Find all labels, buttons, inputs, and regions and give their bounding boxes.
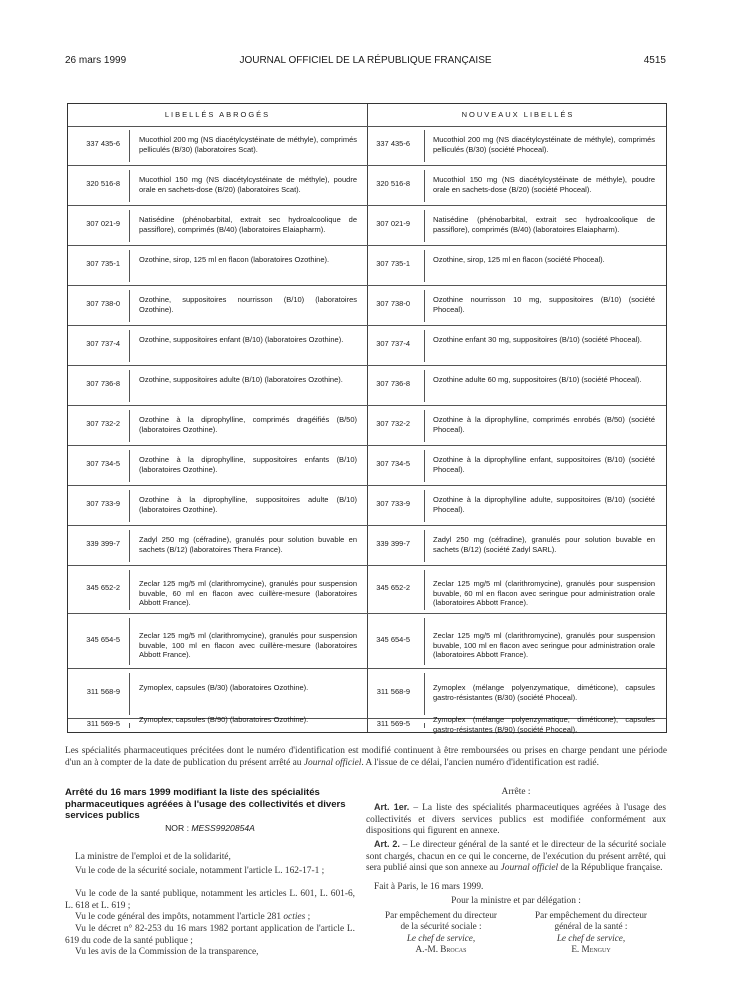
article-1: [366, 802, 666, 838]
cell-divider: [424, 673, 425, 715]
cell-divider: [129, 618, 130, 665]
old-id-number: 307 021-9: [86, 219, 120, 228]
old-id-number: 345 652-2: [86, 583, 120, 592]
article-2-label: Art. 2.: [374, 839, 400, 849]
old-id-number: 307 737-4: [86, 339, 120, 348]
footnote-journal-name: Journal officiel: [303, 758, 362, 768]
visa-code-impots-end: ;: [305, 912, 311, 922]
cell-divider: [424, 290, 425, 322]
old-label: Ozothine, suppositoires nourrisson (B/10) (laboratoires Ozothine).: [139, 295, 357, 314]
table-row: [68, 566, 666, 614]
cell-divider: [129, 723, 130, 728]
cell-divider: [424, 450, 425, 482]
new-label: Ozothine enfant 30 mg, suppositoires (B/10) (société Phoceal).: [433, 335, 642, 344]
cell-divider: [129, 130, 130, 162]
cell-divider: [129, 530, 130, 562]
new-id-number: 307 736-8: [376, 379, 410, 388]
old-id-number: 307 733-9: [86, 499, 120, 508]
journal-title: JOURNAL OFFICIEL DE LA RÉPUBLIQUE FRANÇAISE: [239, 55, 492, 66]
table-row: [68, 614, 666, 669]
new-id-number: 320 516-8: [376, 179, 410, 188]
signature-left-title: Le chef de service,: [406, 932, 476, 943]
old-label: Zymoplex, capsules (B/90) (laboratoires Ozothine).: [139, 715, 309, 724]
arrete-title: Arrêté du 16 mars 1999 modifiant la liste des spécialités pharmaceutiques agréées à l'usage des collectivités et divers services publics: [65, 787, 346, 821]
footnote-text: Les spécialités pharmaceutiques précitées dont le numéro d'identification est modifié continuent à être remboursées ou prises en charge pendant une période d'un an à compter de la date de publication du présent arrêté au: [65, 746, 667, 768]
new-id-number: 337 435-6: [376, 139, 410, 148]
new-id-number: 345 652-2: [376, 583, 410, 592]
table-row: [68, 669, 666, 719]
new-label: Mucothiol 150 mg (NS diacétylcystéinate de méthyle), poudre orale en sachets-dose (B/20) (société Phoceal).: [433, 175, 655, 194]
old-label: Ozothine, suppositoires enfant (B/10) (laboratoires Ozothine).: [139, 335, 344, 344]
article-1-label: Art. 1er.: [374, 802, 410, 812]
running-header: [65, 55, 666, 69]
new-id-number: 345 654-5: [376, 635, 410, 644]
cell-divider: [129, 250, 130, 282]
table-row: [68, 406, 666, 446]
article-2: [366, 839, 666, 875]
old-id-number: 320 516-8: [86, 179, 120, 188]
old-label: Ozothine, suppositoires adulte (B/10) (laboratoires Ozothine).: [139, 375, 343, 384]
old-id-number: 337 435-6: [86, 139, 120, 148]
article-2-text: – Le directeur général de la santé et le directeur de la sécurité sociale sont chargés, chacun en ce qui le concerne, de l'exécution du présent arrêté, qui sera publié ainsi que son annexe au: [366, 840, 666, 874]
delegation-line: Pour la ministre et par délégation :: [451, 896, 581, 906]
visa-code-securite-sociale: Vu le code de la sécurité sociale, notamment l'article L. 162-17-1 ;: [75, 866, 325, 876]
article-2-text-end: de la République française.: [558, 863, 663, 874]
old-label: Ozothine à la diprophylline, suppositoires enfants (B/10) (laboratoires Ozothine).: [139, 455, 357, 474]
table-row: [68, 246, 666, 286]
new-label: Zeclar 125 mg/5 ml (clarithromycine), granulés pour suspension buvable, 60 ml en flacon avec seringue pour administration orale (laboratoires Abbott France).: [433, 579, 655, 608]
new-label: Mucothiol 200 mg (NS diacétylcystéinate de méthyle), comprimés pelliculés (B/30) (société Phoceal).: [433, 135, 655, 154]
cell-divider: [129, 290, 130, 322]
cell-divider: [424, 330, 425, 362]
cell-divider: [424, 618, 425, 665]
new-id-number: 307 732-2: [376, 419, 410, 428]
old-label: Ozothine à la diprophylline, comprimés dragéifiés (B/50) (laboratoires Ozothine).: [139, 415, 357, 434]
page-number: 4515: [643, 55, 666, 66]
new-label: Ozothine adulte 60 mg, suppositoires (B/10) (société Phoceal).: [433, 375, 642, 384]
visa-octies: octies: [283, 912, 306, 922]
table-row: [68, 166, 666, 206]
signature-right-line-1: Par empêchement du directeur: [535, 910, 647, 920]
cell-divider: [129, 410, 130, 442]
cell-divider: [129, 570, 130, 610]
old-id-number: 307 732-2: [86, 419, 120, 428]
new-label: Natisédine (phénobarbital, extrait sec hydroalcoolique de passiflore), comprimés (B/40) (laboratoires Elaiapharm).: [433, 215, 655, 234]
new-id-number: 339 399-7: [376, 539, 410, 548]
table-row: [68, 126, 666, 166]
new-label: Ozothine à la diprophylline adulte, suppositoires (B/10) (société Phoceal).: [433, 495, 655, 514]
cell-divider: [424, 170, 425, 202]
signature-right-line-2: général de la santé :: [554, 921, 628, 932]
cell-divider: [129, 673, 130, 715]
nor-value: MESS9920854A: [191, 823, 255, 833]
new-id-number: 307 735-1: [376, 259, 410, 268]
specialites-table: [67, 103, 667, 733]
new-label: Ozothine nourrisson 10 mg, suppositoires (B/10) (société Phoceal).: [433, 295, 655, 314]
cell-divider: [424, 530, 425, 562]
new-id-number: 311 568-9: [376, 687, 410, 696]
table-row: [68, 715, 666, 734]
old-id-number: 311 568-9: [86, 687, 120, 696]
cell-divider: [424, 410, 425, 442]
signature-left-line-2: de la sécurité sociale :: [400, 921, 482, 932]
cell-divider: [129, 330, 130, 362]
new-id-number: 311 569-5: [376, 719, 410, 728]
cell-divider: [129, 450, 130, 482]
visa-code-impots: [65, 912, 355, 924]
old-label: Ozothine à la diprophylline, suppositoires adulte (B/10) (laboratoires Ozothine).: [139, 495, 357, 514]
cell-divider: [424, 250, 425, 282]
new-id-number: 307 733-9: [376, 499, 410, 508]
old-id-number: 307 735-1: [86, 259, 120, 268]
minister-line: La ministre de l'emploi et de la solidarité,: [75, 852, 231, 862]
old-label: Zeclar 125 mg/5 ml (clarithromycine), granulés pour suspension buvable, 60 ml en flacon avec cuillère-mesure (laboratoires Abbott France).: [139, 579, 357, 608]
new-label: Zadyl 250 mg (céfradine), granulés pour solution buvable en sachets (B/12) (société Zadyl SARL).: [433, 535, 655, 554]
old-label: Natisédine (phénobarbital, extrait sec hydroalcoolique de passiflore), comprimés (B/40) (laboratoires Elaiapharm).: [139, 215, 357, 234]
table-row: [68, 446, 666, 486]
new-id-number: 307 738-0: [376, 299, 410, 308]
new-id-number: 307 734-5: [376, 459, 410, 468]
done-at-line: Fait à Paris, le 16 mars 1999.: [374, 882, 484, 892]
new-label: Zymoplex (mélange polyenzymatique, diméticone), capsules gastro-résistantes (B/90) (société Phoceal).: [433, 715, 655, 734]
visa-code-impots-text: Vu le code général des impôts, notamment l'article 281: [75, 912, 284, 922]
signature-right-title: Le chef de service,: [556, 932, 626, 943]
article-2-journal-name: Journal officiel: [500, 863, 559, 874]
cell-divider: [424, 370, 425, 402]
new-id-number: 307 021-9: [376, 219, 410, 228]
nor-label: NOR :: [165, 823, 189, 833]
old-label: Mucothiol 200 mg (NS diacétylcystéinate de méthyle), comprimés pelliculés (B/30) (laboratoires Scat).: [139, 135, 357, 154]
arrete-label: Arrête :: [501, 787, 531, 797]
cell-divider: [129, 490, 130, 522]
header-date: 26 mars 1999: [65, 55, 127, 66]
new-label: Zymoplex (mélange polyenzymatique, diméticone), capsules gastro-résistantes (B/30) (société Phoceal).: [433, 683, 655, 702]
article-1-text: – La liste des spécialités pharmaceutiques agréées à l'usage des collectivités et divers services publics est modifiée conformément aux dispositions qui figurent en annexe.: [366, 803, 666, 837]
table-row: [68, 526, 666, 566]
old-label: Zadyl 250 mg (céfradine), granulés pour solution buvable en sachets (B/12) (laboratoires Thera France).: [139, 535, 357, 554]
new-label: Ozothine, sirop, 125 ml en flacon (société Phoceal).: [433, 255, 605, 264]
new-label: Zeclar 125 mg/5 ml (clarithromycine), granulés pour suspension buvable, 100 ml en flacon avec seringue pour administration orale (laboratoires Abbott France).: [433, 631, 655, 660]
cell-divider: [129, 210, 130, 242]
old-id-number: 307 734-5: [86, 459, 120, 468]
footnote-text-end: . A l'issue de ce délai, l'ancien numéro d'identification est radié.: [361, 758, 599, 768]
signature-right-name: E. Menguy: [571, 944, 611, 955]
old-id-number: 339 399-7: [86, 539, 120, 548]
visa-code-sante-publique: Vu le code de la santé publique, notamment les articles L. 601, L. 601-6, L. 618 et L. 619 ;: [65, 889, 355, 911]
old-label: Ozothine, sirop, 125 ml en flacon (laboratoires Ozothine).: [139, 255, 330, 264]
signature-left: [366, 910, 516, 956]
old-id-number: 311 569-5: [86, 719, 120, 728]
new-id-number: 307 737-4: [376, 339, 410, 348]
old-label: Mucothiol 150 mg (NS diacétylcystéinate de méthyle), poudre orale en sachets-dose (B/20) (laboratoires Scat).: [139, 175, 357, 194]
visa-decret: Vu le décret n° 82-253 du 16 mars 1982 portant application de l'article L. 619 du code de la santé publique ;: [65, 924, 355, 946]
column-header-nouveaux: NOUVEAUX LIBELLÉS: [461, 110, 575, 119]
cell-divider: [424, 570, 425, 610]
cell-divider: [424, 490, 425, 522]
signature-left-line-1: Par empêchement du directeur: [385, 910, 497, 920]
column-header-abroges: LIBELLÉS ABROGÉS: [164, 110, 271, 119]
signature-left-name: A.-M. Brocas: [415, 944, 467, 955]
table-row: [68, 286, 666, 326]
old-label: Zeclar 125 mg/5 ml (clarithromycine), granulés pour suspension buvable, 100 ml en flacon avec cuillère-mesure (laboratoires Abbott France).: [139, 631, 357, 660]
cell-divider: [129, 370, 130, 402]
old-id-number: 345 654-5: [86, 635, 120, 644]
table-row: [68, 486, 666, 526]
visa-commission: Vu les avis de la Commission de la transparence,: [75, 947, 259, 957]
table-row: [68, 366, 666, 406]
nor-reference: [65, 823, 355, 833]
table-row: [68, 206, 666, 246]
cell-divider: [129, 170, 130, 202]
old-id-number: 307 738-0: [86, 299, 120, 308]
old-id-number: 307 736-8: [86, 379, 120, 388]
new-label: Ozothine à la diprophylline, comprimés enrobés (B/50) (société Phoceal).: [433, 415, 655, 434]
old-label: Zymoplex, capsules (B/30) (laboratoires Ozothine).: [139, 683, 309, 692]
table-footnote: [65, 745, 667, 769]
cell-divider: [424, 723, 425, 728]
signature-right: [516, 910, 666, 956]
table-row: [68, 326, 666, 366]
cell-divider: [424, 130, 425, 162]
cell-divider: [424, 210, 425, 242]
new-label: Ozothine à la diprophylline enfant, suppositoires (B/10) (société Phoceal).: [433, 455, 655, 474]
